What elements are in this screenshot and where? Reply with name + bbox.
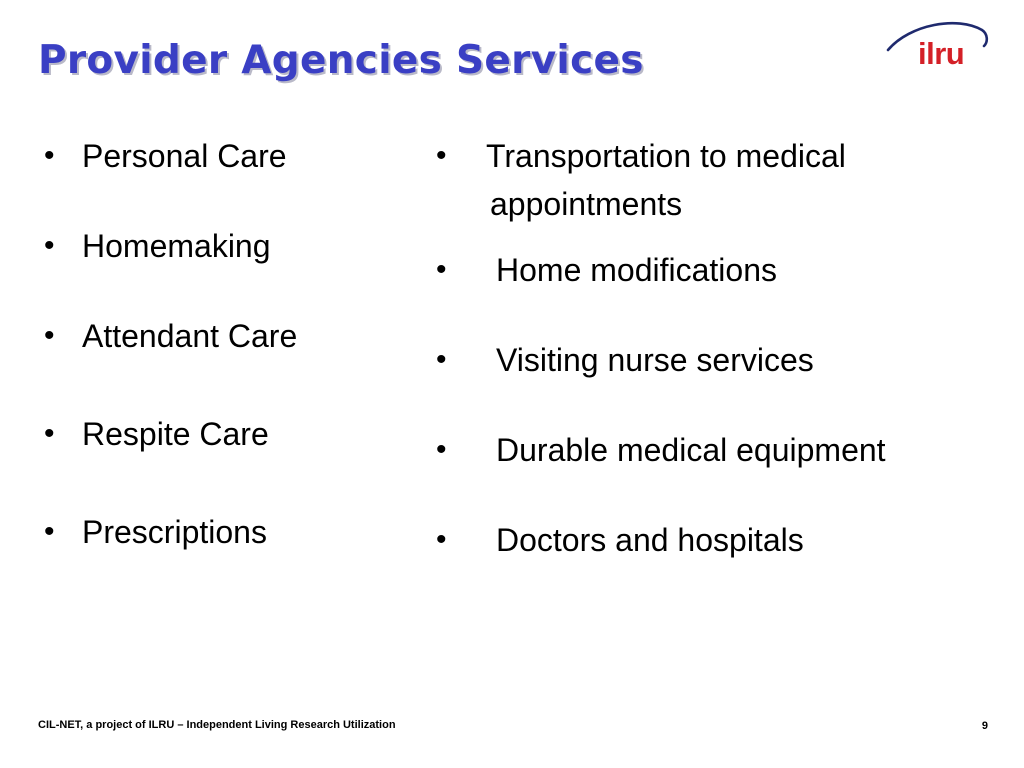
bullet-text: Transportation to medical xyxy=(486,138,846,174)
bullet-icon: • xyxy=(44,319,55,352)
bullet-icon: • xyxy=(436,139,447,172)
logo-text: ilru xyxy=(918,36,965,71)
bullet-text: Durable medical equipment xyxy=(496,432,886,468)
bullet-icon: • xyxy=(436,433,447,466)
bullet-icon: • xyxy=(436,253,447,286)
bullet-icon: • xyxy=(436,523,447,556)
bullet-icon: • xyxy=(44,139,55,172)
bullet-text: Attendant Care xyxy=(82,318,298,354)
bullet-text: Respite Care xyxy=(82,416,269,452)
page-number: 9 xyxy=(981,720,988,732)
bullet-icon: • xyxy=(44,417,55,450)
bullet-text: Homemaking xyxy=(82,228,271,264)
right-bullet-list xyxy=(436,132,996,572)
bullet-text: Visiting nurse services xyxy=(496,342,814,378)
bullet-icon: • xyxy=(436,343,447,376)
bullet-icon: • xyxy=(44,515,55,548)
ilru-logo xyxy=(884,14,994,74)
bullet-text: Doctors and hospitals xyxy=(496,522,804,558)
slide-title: Provider Agencies Services xyxy=(38,38,644,83)
bullet-text: Home modifications xyxy=(496,252,777,288)
bullet-text: Personal Care xyxy=(82,138,287,174)
footer-credit: CIL-NET, a project of ILRU – Independent Living Research Utilization xyxy=(38,719,396,731)
left-bullet-list xyxy=(44,132,424,572)
bullet-text: Prescriptions xyxy=(82,514,267,550)
bullet-text-continuation: appointments xyxy=(490,186,683,222)
bullet-icon: • xyxy=(44,229,55,262)
